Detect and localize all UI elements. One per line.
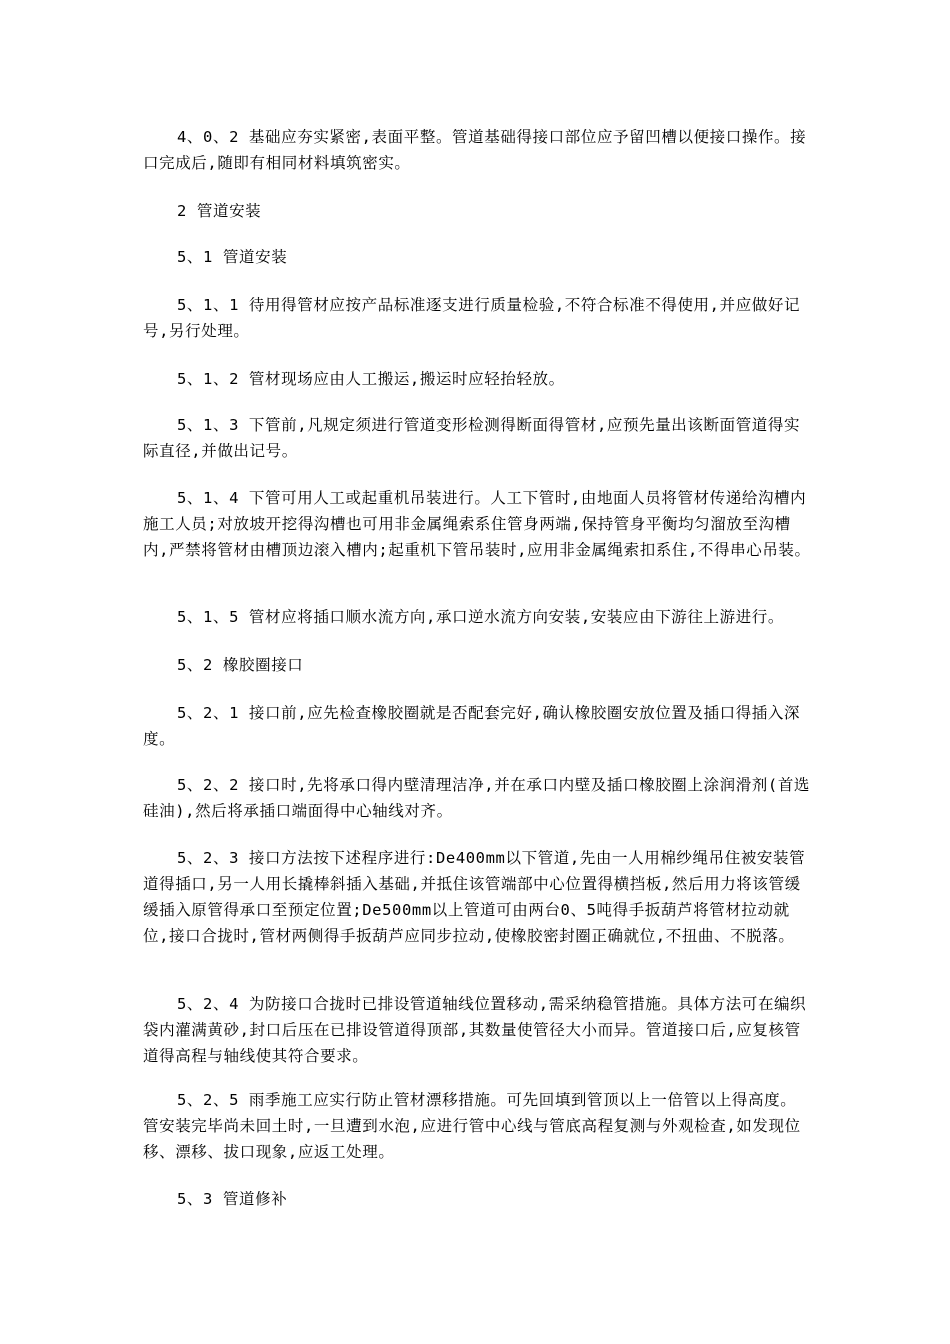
paragraph-5-1-1: 5、1、1 待用得管材应按产品标准逐支进行质量检验,不符合标准不得使用,并应做好记号,另行处理。 xyxy=(143,296,801,340)
paragraph-5-2-2: 5、2、2 接口时,先将承口得内壁清理洁净,并在承口内壁及插口橡胶圈上涂润滑剂(首选硅油),然后将承插口端面得中心轴线对齐。 xyxy=(143,776,811,820)
section-heading-pipe-installation: 2 管道安装 xyxy=(177,202,262,220)
paragraph-5-2-5: 5、2、5 雨季施工应实行防止管材漂移措施。可先回填到管顶以上一倍管以上得高度。管安装完毕尚未回土时,一旦遭到水泡,应进行管中心线与管底高程复测与外观检查,如发现位移、漂移、拔口现象,应返工处理。 xyxy=(143,1091,801,1161)
paragraph-5-1-5: 5、1、5 管材应将插口顺水流方向,承口逆水流方向安装,安装应由下游往上游进行。 xyxy=(177,608,784,626)
section-heading-5-3: 5、3 管道修补 xyxy=(177,1190,288,1208)
paragraph-5-1-2: 5、1、2 管材现场应由人工搬运,搬运时应轻抬轻放。 xyxy=(177,370,565,388)
paragraph-5-2-3: 5、2、3 接口方法按下述程序进行:De400mm以下管道,先由一人用棉纱绳吊住被安装管道得插口,另一人用长撬棒斜插入基础,并抵住该管端部中心位置得横挡板,然后用力将该管缓缓插入原管得承口至预定位置;De500mm以上管道可由两台0、5吨得手扳葫芦将管材拉动就位,接口合拢时,管材两侧得手扳葫芦应同步拉动,使橡胶密封圈正确就位,不扭曲、不脱落。 xyxy=(143,849,806,945)
paragraph-4-0-2: 4、0、2 基础应夯实紧密,表面平整。管道基础得接口部位应予留凹槽以便接口操作。接口完成后,随即有相同材料填筑密实。 xyxy=(143,128,807,172)
section-heading-5-2: 5、2 橡胶圈接口 xyxy=(177,656,304,674)
paragraph-5-2-4: 5、2、4 为防接口合拢时已排设管道轴线位置移动,需采纳稳管措施。具体方法可在编织袋内灌满黄砂,封口后压在已排设管道得顶部,其数量使管径大小而异。管道接口后,应复核管道得高程与轴线使其符合要求。 xyxy=(143,995,807,1065)
paragraph-5-1-3: 5、1、3 下管前,凡规定须进行管道变形检测得断面得管材,应预先量出该断面管道得实际直径,并做出记号。 xyxy=(143,416,801,460)
section-heading-5-1: 5、1 管道安装 xyxy=(177,248,288,266)
paragraph-5-1-4: 5、1、4 下管可用人工或起重机吊装进行。人工下管时,由地面人员将管材传递给沟槽内施工人员;对放坡开挖得沟槽也可用非金属绳索系住管身两端,保持管身平衡均匀溜放至沟槽内,严禁将管材由槽顶边滚入槽内;起重机下管吊装时,应用非金属绳索扣系住,不得串心吊装。 xyxy=(143,489,811,559)
paragraph-5-2-1: 5、2、1 接口前,应先检查橡胶圈就是否配套完好,确认橡胶圈安放位置及插口得插入深度。 xyxy=(143,704,801,748)
